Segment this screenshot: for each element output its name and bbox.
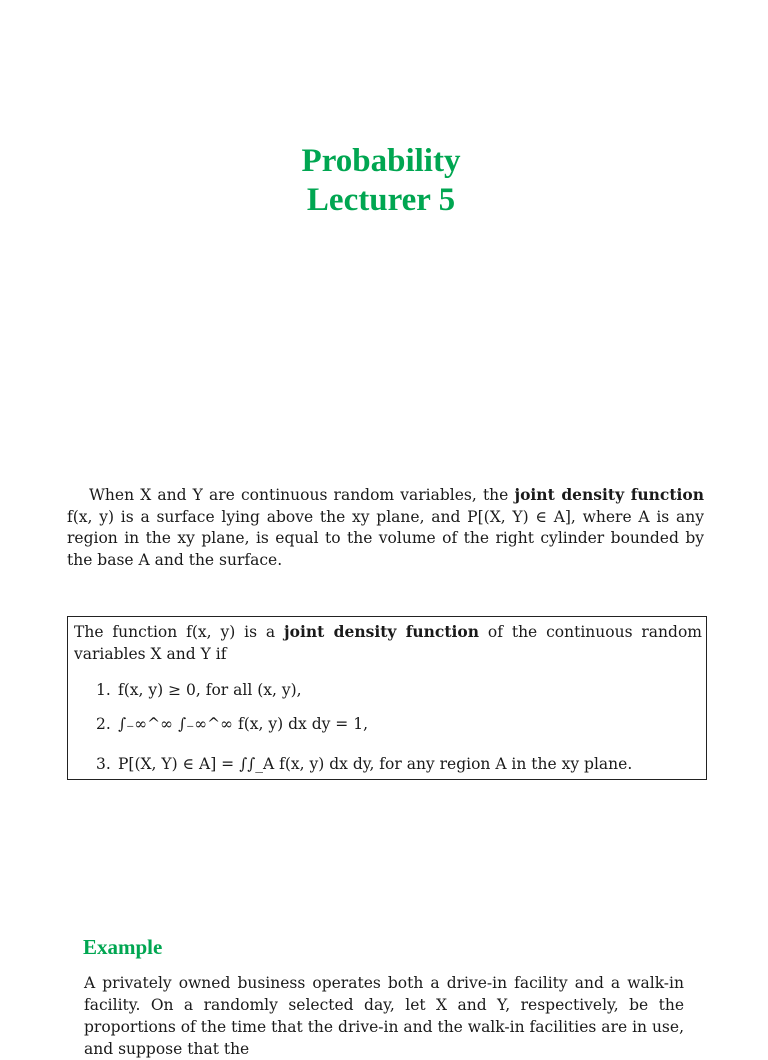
intro-paragraph — [67, 484, 704, 571]
condition-text: f(x, y) ≥ 0, for all (x, y), — [118, 681, 302, 699]
condition-text: ∫₋∞^∞ ∫₋∞^∞ f(x, y) dx dy = 1, — [118, 715, 368, 733]
condition-item — [96, 679, 302, 701]
definition-box — [67, 616, 707, 780]
definition-intro — [74, 621, 702, 665]
definition-intro-start: The function f(x, y) is a — [74, 623, 285, 641]
definition-bold-term: joint density function — [284, 622, 480, 641]
condition-text: P[(X, Y) ∈ A] = ∫∫_A f(x, y) dx dy, for any region A in the xy plane. — [118, 755, 633, 773]
intro-text-end: f(x, y) is a surface lying above the xy plane, and P[(X, Y) ∈ A], where A is any region in the xy plane, is equal to the volume of the right cylinder bounded by the base A and the surface. — [67, 507, 704, 569]
example-heading: Example — [83, 935, 163, 959]
condition-number: 3. — [96, 755, 111, 773]
condition-number: 1. — [96, 681, 111, 699]
title-line-2: Lecturer 5 — [306, 182, 456, 218]
condition-item — [96, 753, 632, 775]
example-paragraph: A privately owned business operates both a drive-in facility and a walk-in facility. On a randomly selected day, let X and Y, respectively, be the proportions of the time that the drive-in and the walk-in facilities are in use, and suppose that the — [84, 974, 684, 1058]
definition-intro-end: of the continuous random variables X and Y if — [74, 623, 702, 663]
intro-text-start: When X and Y are continuous random variables, the — [89, 486, 515, 504]
intro-bold-term: joint density function — [514, 485, 704, 504]
condition-number: 2. — [96, 715, 111, 733]
title-line-1: Probability — [301, 143, 461, 179]
condition-item — [96, 713, 368, 735]
